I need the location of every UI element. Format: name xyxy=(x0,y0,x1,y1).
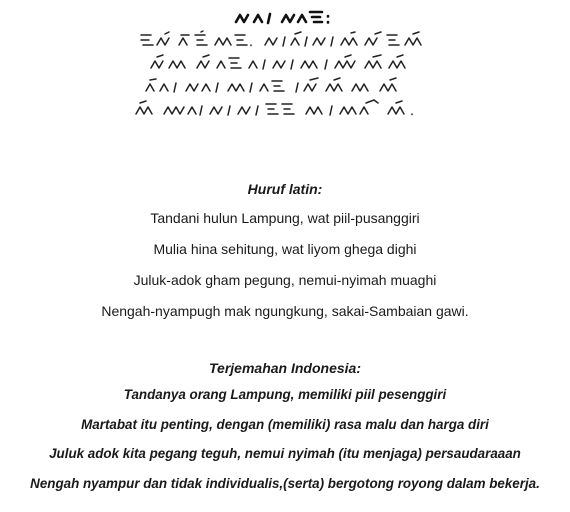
lampung-script-title-glyphs xyxy=(230,6,340,29)
latin-line-4: Nengah-nyampugh mak ngungkung, sakai-Sambaian gawi. xyxy=(101,303,469,319)
latin-section-title: Huruf latin: xyxy=(247,181,323,197)
latin-section xyxy=(0,178,570,327)
indonesia-line-4: Nengah nyampur dan tidak individualis,(serta) bergotong royong dalam bekerja. xyxy=(30,475,540,491)
latin-line-3: Juluk-adok gham pegung, nemui-nyimah muaghi xyxy=(133,272,437,288)
lampung-script-line-1 xyxy=(0,29,570,52)
indonesia-line-1: Tandanya orang Lampung, memiliki piil pesenggiri xyxy=(123,387,447,402)
lampung-script-line-3 xyxy=(0,75,570,98)
indonesia-line-3: Juluk adok kita pegang teguh, nemui nyimah (itu menjaga) persaudaraaan xyxy=(49,446,521,461)
lampung-script-line-4 xyxy=(0,98,570,121)
lampung-script-line-3-glyphs xyxy=(140,75,430,98)
lampung-script-line-1-glyphs xyxy=(135,29,435,52)
latin-line-1: Tandani hulun Lampung, wat piil-pusanggiri xyxy=(150,210,420,226)
lampung-script-line-2 xyxy=(0,52,570,75)
lampung-script-block xyxy=(0,6,570,121)
indonesia-section-title: Terjemahan Indonesia: xyxy=(209,360,361,376)
latin-line-2: Mulia hina sehitung, wat liyom ghega dighi xyxy=(153,241,417,257)
lampung-script-line-4-glyphs xyxy=(130,98,440,121)
lampung-script-line-2-glyphs xyxy=(145,52,425,75)
lampung-script-title xyxy=(0,6,570,29)
indonesia-section xyxy=(0,357,570,498)
indonesia-line-2: Martabat itu penting, dengan (memiliki) rasa malu dan harga diri xyxy=(81,416,489,432)
